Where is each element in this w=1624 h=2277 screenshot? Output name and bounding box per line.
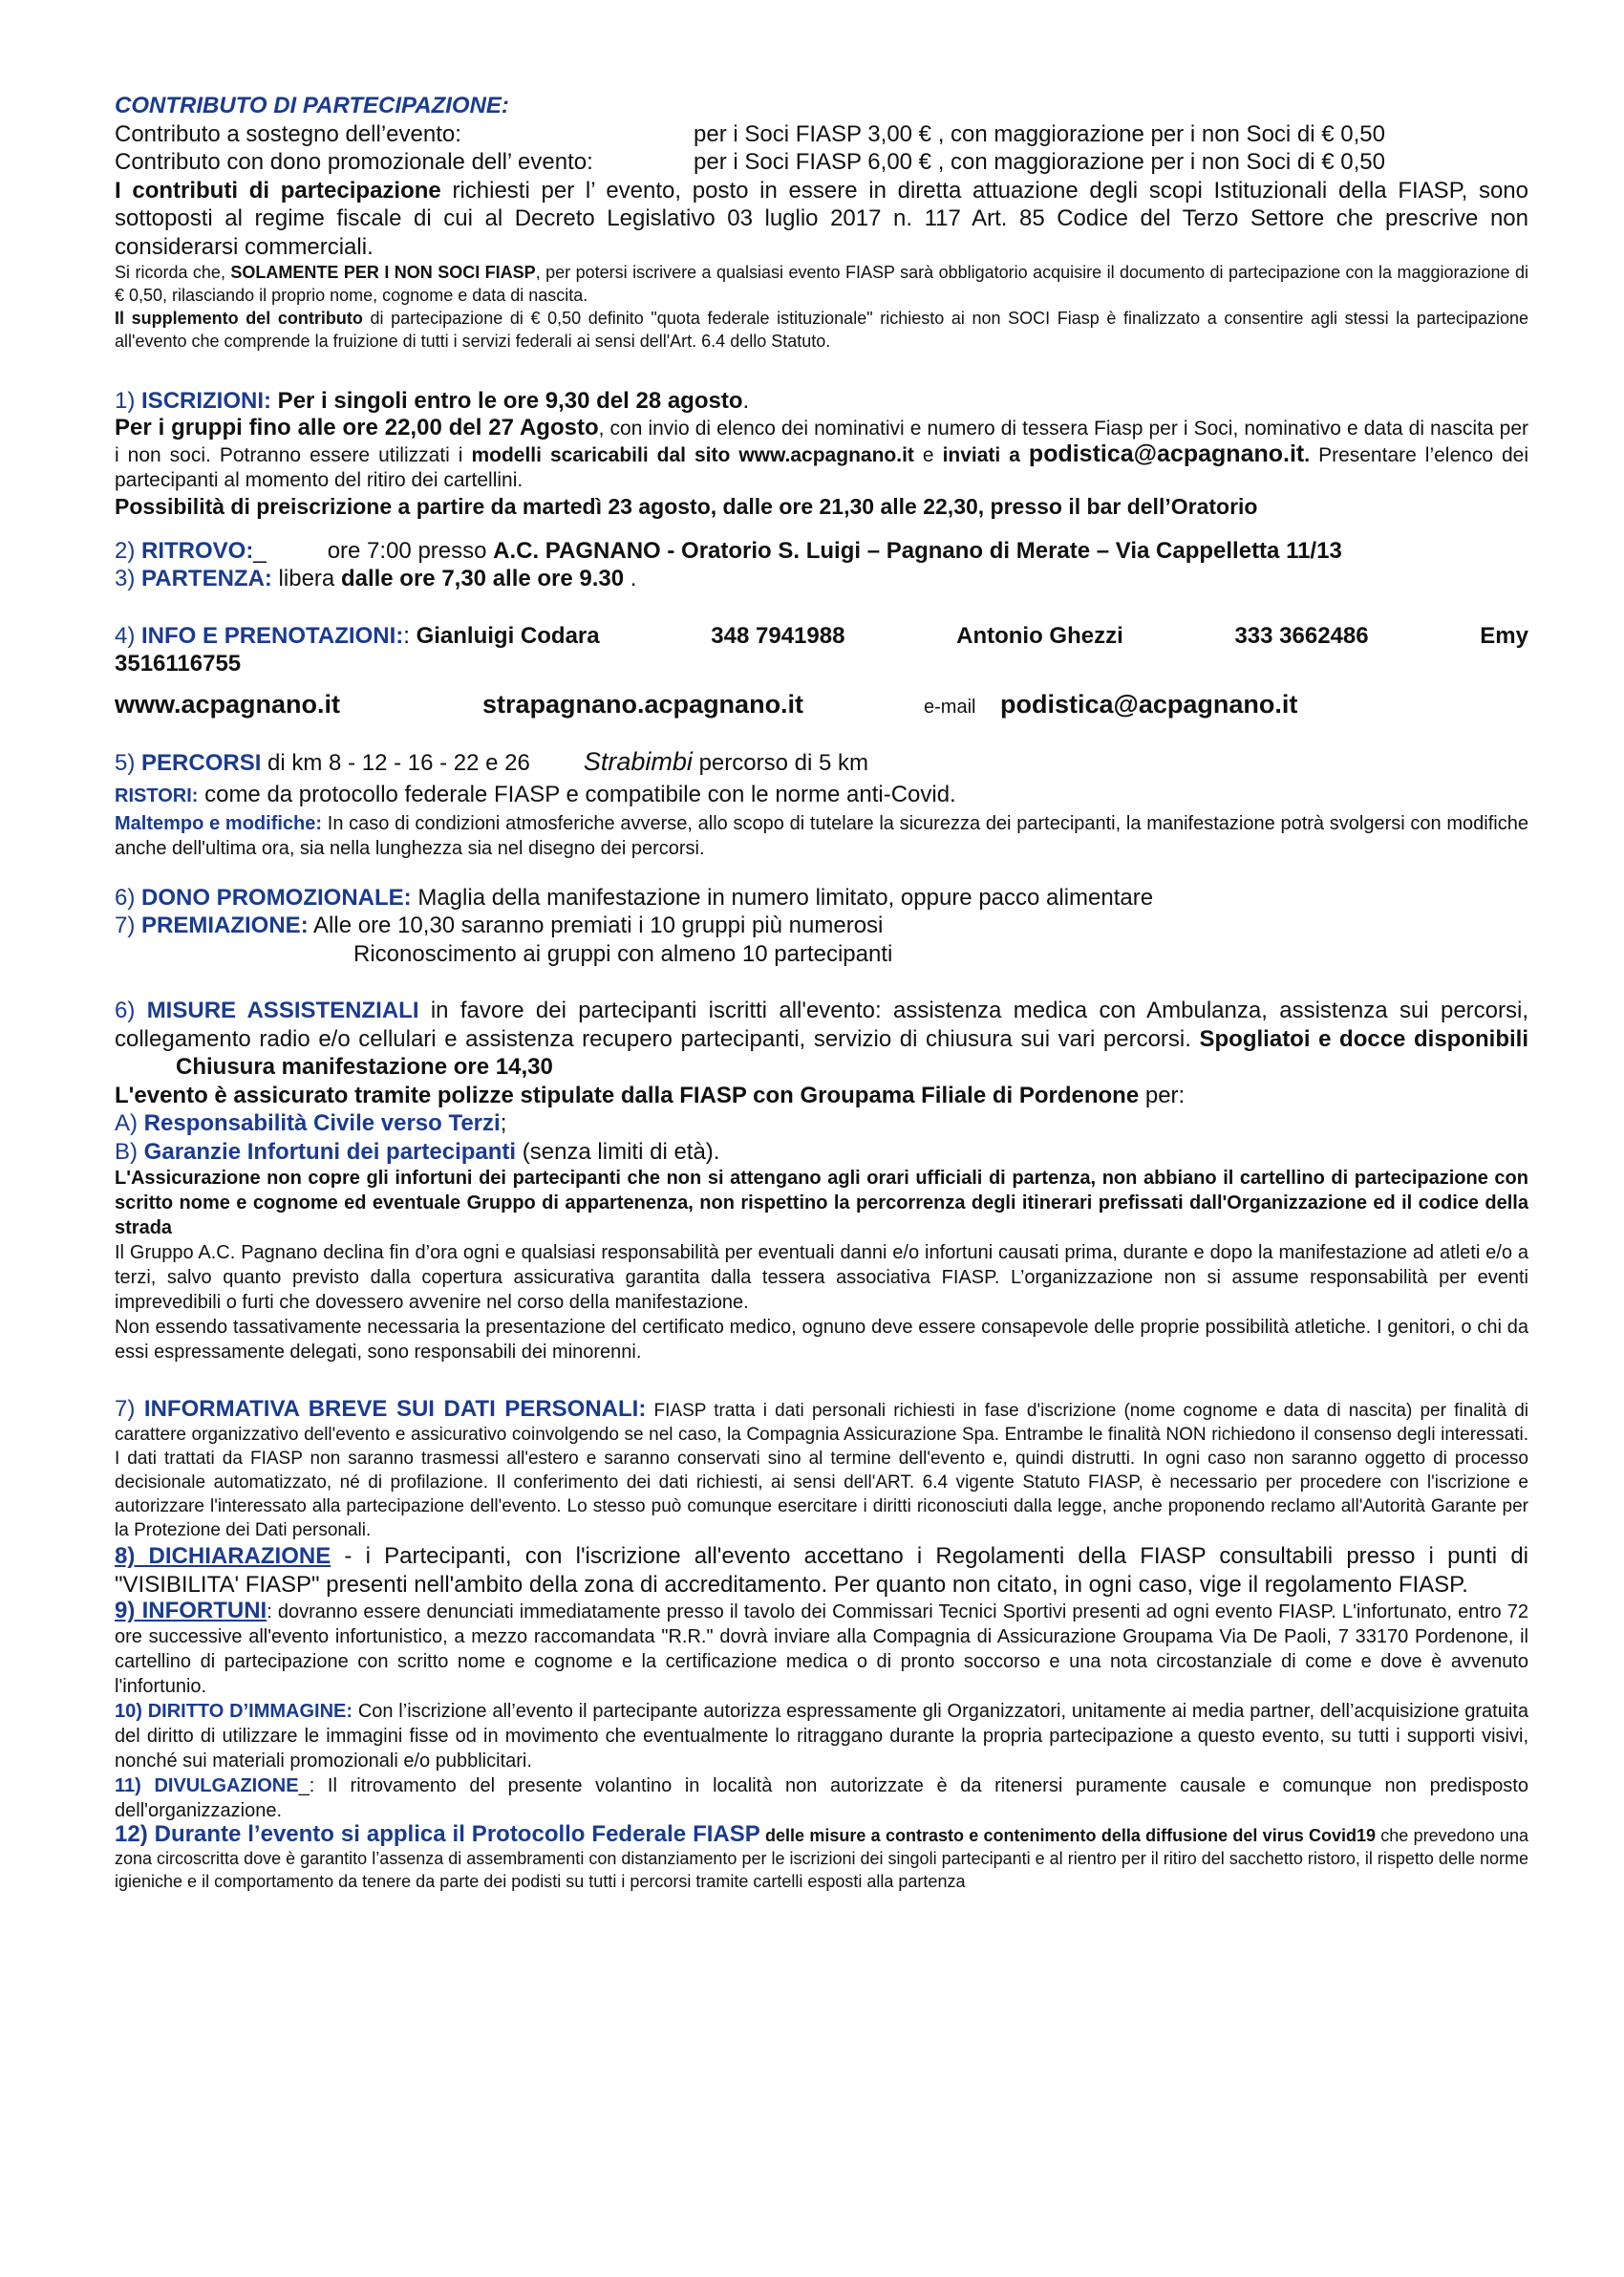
misure-a-end: ; (500, 1110, 507, 1136)
maltempo-label: Maltempo e modifiche: (115, 812, 323, 834)
partenza-title: PARTENZA: (141, 566, 272, 591)
info-links-row (115, 688, 1528, 723)
contributo-title: CONTRIBUTO DI PARTECIPAZIONE: (115, 93, 509, 118)
info-contacts-row (115, 622, 1528, 651)
misure-text: in favore dei partecipanti iscritti all'evento: assistenza medica con Ambulanza, assistenza sui percorsi, collegamento radio e/o cellulari e assistenza recupero partecipanti, servizio di chiusura sui vari percorsi. (115, 998, 1529, 1052)
informativa-title: INFORMATIVA BREVE SUI DATI PERSONALI: (143, 1396, 647, 1422)
contributo-line-1-label: Contributo a sostegno dell’evento: (115, 120, 461, 147)
premiazione-number: 7) (115, 913, 142, 938)
misure-spogliatoi: Spogliatoi e docce disponibili (1199, 1025, 1528, 1052)
info-contact-2: Antonio Ghezzi (956, 622, 1123, 649)
dichiarazione-section (115, 1542, 1528, 1599)
contributo-line-2-value: per i Soci FIASP 6,00 € , con maggiorazione per i non Soci di € 0,50 (694, 149, 1385, 175)
dichiarazione-number: 8) (115, 1543, 149, 1569)
misure-paragraph (115, 997, 1528, 1082)
contributo-line-1-value: per i Soci FIASP 3,00 € , con maggiorazione per i non Soci di € 0,50 (694, 120, 1385, 147)
note-1-text-b: , per potersi iscrivere a qualsiasi evento FIASP sarà obbligatorio acquisire il documento di partecipazione con la maggiorazione di € 0,50, rilasciando il proprio nome, cognome e data di nascita. (115, 263, 1528, 305)
misure-b-text: Garanzie Infortuni dei partecipanti (143, 1138, 517, 1165)
info-phone-2: 333 3662486 (1234, 622, 1369, 649)
maltempo-paragraph (115, 811, 1528, 861)
dichiarazione-text: - i Partecipanti, con l'iscrizione all'evento accettano i Regolamenti della FIASP consultabili presso i punti di "VISIBILITA' FIASP" presenti nell'ambito della zona di accreditamento. Per quanto non citato, in ogni caso, vige il regolamento FIASP. (115, 1543, 1528, 1598)
premiazione-section (115, 912, 1528, 940)
iscrizioni-number: 1) (115, 388, 142, 414)
dono-text: Maglia della manifestazione in numero limitato, oppure pacco alimentare (411, 884, 1154, 911)
info-email: podistica@acpagnano.it (1000, 689, 1298, 719)
iscrizioni-title: ISCRIZIONI: (141, 388, 272, 414)
ristori-text: come da protocollo federale FIASP e compatibile con le norme anti-Covid. (198, 782, 956, 807)
info-site-1: www.acpagnano.it (115, 689, 341, 719)
divulgazione-section (115, 1773, 1528, 1823)
misure-assicurato-bold: L'evento è assicurato tramite polizze stipulate dalla FIASP con Groupama Filiale di Pordenone (115, 1082, 1140, 1108)
info-email-label: e-mail (924, 696, 976, 718)
infortuni-section (115, 1599, 1528, 1699)
misure-item-b (115, 1138, 1528, 1167)
informativa-number: 7) (115, 1396, 144, 1422)
informativa-section (115, 1397, 1528, 1542)
partenza-end: . (624, 566, 637, 591)
contributo-line-1 (115, 120, 1528, 149)
contributo-note-supplemento (115, 307, 1528, 353)
iscrizioni-heading (115, 387, 1528, 416)
ritrovo-time: ore 7:00 presso (327, 537, 494, 564)
contributo-paragraph-text: richiesti per l’ evento, posto in essere in diretta attuazione degli scopi Istituzionali della FIASP, sono sottoposti al regime fiscale di cui al Decreto Legislativo 03 luglio 2017 n. 117 Art. 85 Codice del Terzo Settore che prescrive non considerarsi commerciali. (115, 177, 1529, 260)
iscrizioni-preiscrizione: Possibilità di preiscrizione a partire da martedì 23 agosto, dalle ore 21,30 alle 22,30, presso il bar dell’Oratorio (115, 493, 1258, 519)
iscrizioni-gruppi-bold: Per i gruppi fino alle ore 22,00 del 27 Agosto (115, 414, 599, 440)
misure-title: MISURE ASSISTENZIALI (146, 998, 419, 1023)
misure-chiusura: Chiusura manifestazione ore 14,30 (176, 1054, 553, 1080)
ritrovo-place: A.C. PAGNANO - Oratorio S. Luigi – Pagnano di Merate – Via Cappelletta 11/13 (493, 537, 1342, 564)
premiazione-title: PREMIAZIONE: (141, 913, 309, 938)
misure-responsabilita: Il Gruppo A.C. Pagnano declina fin d’ora ogni e qualsiasi responsabilità per eventuali danni e/o infortuni causati prima, durante e dopo la manifestazione ad atleti e/o a terzi, salvo quanto previsto dalla copertura assicurativa garantita dalla tessera associativa FIASP. L’organizzazione non si assume responsabilità per eventi imprevedibili o furti che dovessero avvenire nel corso della manifestazione. (115, 1242, 1528, 1313)
note-2-bold: Il supplemento del contributo (115, 309, 363, 328)
iscrizioni-modelli: modelli scaricabili dal sito www.acpagnano.it (471, 443, 914, 466)
infortuni-title: INFORTUNI (141, 1598, 267, 1623)
partenza-libera: libera (271, 566, 341, 591)
iscrizioni-singoli: Per i singoli entro le ore 9,30 del 28 agosto (271, 388, 743, 414)
note-2-text: di partecipazione di € 0,50 definito "quota federale istituzionale" richiesto ai non SOCI Fiasp è finalizzato a consentire agli stessi la partecipazione all'evento che comprende la fruizione di tutti i servizi federali ai sensi dell'Art. 6.4 dello Statuto. (115, 309, 1529, 351)
ristori-line (115, 781, 1528, 811)
contributo-line-2-label: Contributo con dono promozionale dell’ evento: (115, 149, 593, 175)
iscrizioni-presentare: Presentare l’elenco dei partecipanti al momento del ritiro dei cartellini. (115, 443, 1529, 491)
protocollo-bold-text: delle misure a contrasto e contenimento della diffusione del virus Covid19 (759, 1826, 1377, 1845)
ritrovo-number: 2) (115, 537, 142, 564)
iscrizioni-gruppi-paragraph (115, 416, 1528, 493)
ritrovo-underscore: _ (253, 537, 267, 564)
iscrizioni-modelli-sep: e (913, 443, 943, 466)
dono-number: 6) (115, 884, 142, 911)
info-contact-3: Emy (1480, 622, 1528, 649)
info-number: 4) (115, 622, 142, 649)
percorsi-strabimbi-text: percorso di 5 km (692, 749, 868, 776)
divulgazione-underscore: _ (298, 1775, 310, 1796)
divulgazione-text: : Il ritrovamento del presente volantino in località non autorizzate è da ritenersi puramente causale e comunque non predisposto dell'organizzazione. (115, 1775, 1528, 1821)
note-1-bold: SOLAMENTE PER I NON SOCI FIASP (230, 263, 536, 282)
contributo-note-non-soci (115, 261, 1528, 307)
infortuni-number: 9) (115, 1598, 142, 1623)
misure-assicurazione-disclaimer: L'Assicurazione non copre gli infortuni dei partecipanti che non si attengano agli orari ufficiali di partenza, non abbiano il cartellino di partecipazione con scritto nome e cognome ed eventuale Gruppo di appartenenza, non rispettino la percorrenza degli itinerari prefissati dall'Organizzazione ed il codice della strada (115, 1168, 1528, 1238)
misure-section (115, 997, 1528, 1364)
misure-b-prefix: B) (115, 1138, 144, 1165)
ritrovo-title: RITROVO: (141, 537, 254, 564)
dono-section (115, 884, 1528, 913)
misure-assicurato (115, 1082, 1528, 1110)
partenza-number: 3) (115, 566, 142, 591)
contributo-line-2 (115, 148, 1528, 177)
misure-b-end: (senza limiti di età). (516, 1138, 720, 1165)
info-phone-1: 348 7941988 (711, 622, 845, 649)
note-1-text-a: Si ricorda che, (115, 263, 231, 282)
contributo-paragraph-bold: I contributi di partecipazione (115, 177, 441, 204)
dichiarazione-title: DICHIARAZIONE (148, 1543, 331, 1569)
info-site-2: strapagnano.acpagnano.it (482, 689, 804, 719)
divulgazione-title: 11) DIVULGAZIONE (115, 1775, 299, 1796)
dono-title: DONO PROMOZIONALE: (141, 884, 412, 911)
iscrizioni-gruppi-text: , con invio di elenco dei nominativi e numero di tessera Fiasp per i Soci, nominativo e data di nascita per i non soci. Potranno essere utilizzati i (115, 417, 1529, 466)
diritto-section (115, 1699, 1528, 1773)
misure-certificato: Non essendo tassativamente necessaria la presentazione del certificato medico, ognuno deve essere consapevole delle proprie possibilità atletiche. I genitori, o chi da essi espressamente delegati, sono responsabili dei minorenni. (115, 1317, 1528, 1363)
percorsi-title: PERCORSI (141, 749, 262, 776)
diritto-text: Con l’iscrizione all’evento il partecipante autorizza espressamente gli Organizzatori, unitamente ai media partner, dell’acquisizione gratuita del diritto di utilizzare le immagini fisse od in movimento che eventualmente lo ritraggano durante la propria partecipazione a questo evento, su tutti i supporti visivi, nonché sui materiali promozionali e/o pubblicitari. (115, 1701, 1528, 1772)
misure-assicurato-text: per: (1139, 1082, 1186, 1108)
infortuni-text: : dovranno essere denunciati immediatamente presso il tavolo dei Commissari Tecnici Sportivi presenti ad ogni evento FIASP. L'infortunato, entro 72 ore successive all'evento infortunistico, a mezzo raccomandata "R.R." dovrà inviare alla Compagnia di Assicurazione Groupama Via De Paoli, 7 33170 Pordenone, il cartellino di partecipazione con scritto nome e cognome e la certificazione medica o di pronto soccorso e una nota circostanziale di come e dove è avvenuto l'infortunio. (115, 1601, 1528, 1697)
premiazione-line-2: Riconoscimento ai gruppi con almeno 10 partecipanti (353, 940, 893, 967)
iscrizioni-inviati: inviati a (942, 443, 1029, 466)
percorsi-number: 5) (115, 749, 142, 776)
iscrizioni-section (115, 387, 1528, 520)
misure-a-text: Responsabilità Civile verso Terzi (143, 1110, 501, 1136)
iscrizioni-singoli-end: . (742, 388, 750, 414)
ritrovo-section (115, 537, 1528, 566)
contributo-section (115, 92, 1528, 353)
info-contact-1: Gianluigi Codara (416, 622, 600, 649)
percorsi-strabimbi: Strabimbi (583, 746, 693, 776)
misure-number: 6) (115, 998, 147, 1023)
iscrizioni-email: podistica@acpagnano.it (1028, 440, 1305, 467)
misure-item-a (115, 1109, 1528, 1138)
misure-a-prefix: A) (115, 1110, 144, 1136)
informativa-text: FIASP tratta i dati personali richiesti in fase d'iscrizione (nome cognome e data di nascita) per finalità di carattere organizzativo dell'evento e assicurativo coinvolgendo se nel caso, la Compagnia Assicurazione Spa. Entrambe le finalità NON richiedono il consenso degli interessati. I dati trattati da FIASP non saranno trasmessi all'estero e saranno conservati sino al termine dell'evento e, quindi distrutti. In ogni caso non saranno oggetto di processo decisionale automatizzato, né di profilazione. Il conferimento dei dati richiesti, ai sensi dell'ART. 6.4 vigente Statuto FIASP, è necessario per procedere con l'iscrizione e autorizzare l'interessato alla partecipazione dell'evento. Lo stesso può comunque esercitare i diritti riconosciuti dalla legge, anche proponendo reclamo all'Autorità Garante per la Protezione dei Dati personali. (115, 1401, 1528, 1540)
maltempo-text: In caso di condizioni atmosferiche avverse, allo scopo di tutelare la sicurezza dei partecipanti, la manifestazione potrà svolgersi con modifiche anche dell'ultima ora, sia nella lunghezza sia nel disegno dei percorsi. (115, 812, 1528, 859)
diritto-title: 10) DIRITTO D’IMMAGINE: (115, 1701, 353, 1722)
protocollo-title: 12) Durante l’evento si applica il Protocollo Federale FIASP (115, 1821, 760, 1847)
contributo-fiscale-paragraph (115, 177, 1528, 262)
percorsi-km: di km 8 - 12 - 16 - 22 e 26 (261, 749, 530, 776)
info-phone-3: 3516116755 (115, 651, 242, 677)
partenza-orari: dalle ore 7,30 alle ore 9.30 (340, 566, 625, 591)
info-colon: : (403, 622, 417, 649)
protocollo-text: che prevedono una zona circoscritta dove è garantito l’assenza di assembramenti con distanziamento per le iscrizioni dei singoli partecipanti e al rientro per il ritiro del sacchetto ristoro, il rispetto delle norme igieniche e il comportamento da tenere da parte dei podisti su tutti i percorsi tramite cartelli esposti alla partenza (115, 1826, 1528, 1891)
percorsi-heading (115, 748, 1528, 778)
partenza-section (115, 565, 1528, 593)
ristori-label: RISTORI: (115, 785, 199, 806)
premiazione-line-1: Alle ore 10,30 saranno premiati i 10 gruppi più numerosi (308, 913, 884, 938)
info-section (115, 622, 1528, 723)
protocollo-section (115, 1823, 1528, 1893)
info-title: INFO E PRENOTAZIONI: (141, 622, 404, 649)
percorsi-section (115, 748, 1528, 861)
iscrizioni-email-end: . (1304, 443, 1311, 466)
flyer-page (115, 92, 1528, 1893)
